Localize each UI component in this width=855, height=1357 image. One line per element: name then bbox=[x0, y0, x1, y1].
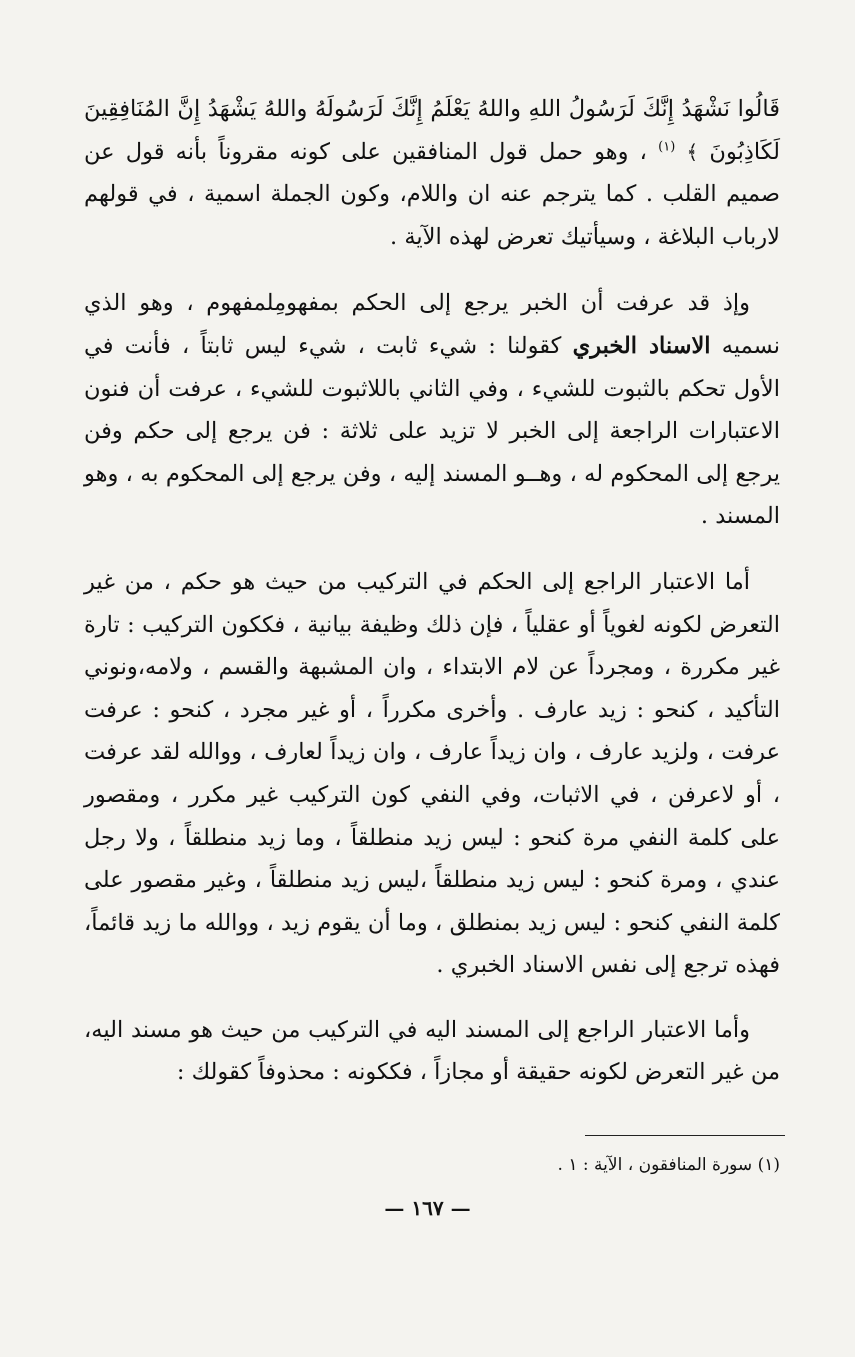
footnote: (١) سورة المنافقون ، الآية : ١ . bbox=[557, 1155, 780, 1175]
paragraph-2 bbox=[84, 282, 780, 538]
paragraph-text: وإذ قد عرفت أن الخبر يرجع إلى الحكم بمفهومِلمفهوم ، وهو الذي نسميه bbox=[84, 290, 780, 359]
paragraph-text: كقولنا : شيء ثابت ، شيء ليس ثابتاً ، فأنت في الأول تحكم بالثبوت للشيء ، وفي الثاني باللاثبوت للشيء ، عرفت أن فنون الاعتبارات الراجعة إلى الخبر لا تزيد على ثلاثة : فن يرجع إلى حكم وفن يرجع إلى المحكوم له ، وهــو المسند إليه ، وفن يرجع إلى المحكوم به ، وهو المسند . bbox=[84, 332, 780, 530]
paragraph-4 bbox=[84, 1009, 780, 1094]
footnote-reference: (١) bbox=[658, 139, 676, 155]
paragraph-text: أما الاعتبار الراجع إلى الحكم في التركيب من حيث هو حكم ، من غير التعرض لكونه لغوياً أو عقلياً ، فإن ذلك وظيفة بيانية ، فككون التركيب : تارة غير مكررة ، ومجرداً عن لام الابتداء ، وان المشبهة والقسم ، ولامه،ونوني التأكيد ، كنحو : زيد عارف . وأخرى مكرراً ، أو غير مجرد ، كنحو : عرفت عرفت ، ولزيد عارف ، وان زيداً عارف ، وان زيداً لعارف ، ووالله لقد عرفت ، أو لاعرفن ، في الاثبات، وفي النفي كون التركيب غير مكرر ، ومقصور على كلمة النفي مرة كنحو : ليس زيد منطلقاً ، وما زيد منطلقاً ، ولا رجل عندي ، ومرة كنحو : ليس زيد منطلقاً ،ليس زيد منطلقاً ، وغير مقصور على كلمة النفي كنحو : ليس زيد بمنطلق ، وما أن يقوم زيد ، ووالله ما زيد قائماً، فهذه ترجع إلى نفس الاسناد الخبري . bbox=[84, 568, 780, 979]
footnote-divider bbox=[585, 1135, 785, 1136]
page-number: — ١٦٧ — bbox=[384, 1196, 471, 1220]
quran-verse: قَالُوا نَشْهَدُ إِنَّكَ لَرَسُولُ اللهِ واللهُ يَعْلَمُ إِنَّكَ لَرَسُولَهُ واللهُ يَشْهَدُ إِنَّ المُنَافِقِينَ لَكَاذِبُونَ bbox=[84, 96, 780, 165]
main-text bbox=[84, 88, 780, 1094]
paragraph-text: ، وهو حمل قول المنافقين على كونه مقروناً بأنه قول عن صميم القلب . كما يترجم عنه ان واللام، وكون الجملة اسمية ، في قولهم لارباب البلاغة ، وسيأتيك تعرض لهذه الآية . bbox=[84, 138, 780, 250]
quran-bracket-close: ﴾ bbox=[686, 139, 699, 164]
paragraph-3 bbox=[84, 561, 780, 987]
paragraph-text: وأما الاعتبار الراجع إلى المسند اليه في التركيب من حيث هو مسند اليه، من غير التعرض لكونه حقيقة أو مجازاً ، فككونه : محذوفاً كقولك : bbox=[84, 1016, 780, 1086]
paragraph-1 bbox=[84, 88, 780, 258]
bold-term: الاسناد الخبري bbox=[572, 332, 711, 359]
